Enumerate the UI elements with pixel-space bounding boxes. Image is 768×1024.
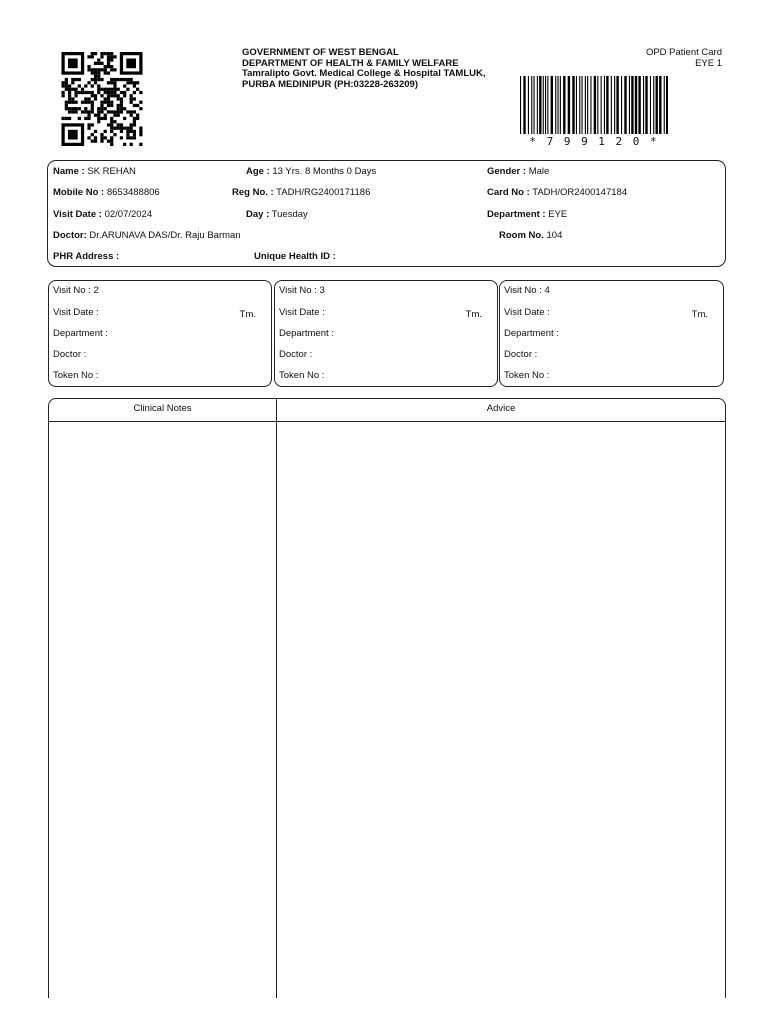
visit-time: Tm. [239,309,256,320]
reg-value: TADH/RG2400171186 [276,187,371,198]
card-value: TADH/OR2400147184 [532,187,628,198]
org-line-4: PURBA MEDINIPUR (PH:03228-263209) [242,78,418,90]
reg-label: Reg No. : [232,187,274,198]
visit-date-field [53,209,152,220]
advice-heading: Advice [486,403,516,414]
name-value: SK REHAN [87,166,136,177]
phr-label: PHR Address : [53,251,120,262]
visit-department: Department : [279,328,334,339]
patient-details-box [47,160,726,267]
department-label: Department : [487,209,546,220]
phr-field [53,251,119,262]
department-value: EYE [548,209,568,220]
visit-box-2 [48,280,272,387]
org-line-3: Tamralipto Govt. Medical College & Hospital TAMLUK, [242,68,486,80]
visit-doctor: Doctor : [504,349,538,360]
card-type-title: OPD Patient Card [645,47,722,58]
visit-time: Tm. [691,309,708,320]
gender-value: Male [528,166,550,177]
visit-token: Token No : [504,370,550,381]
visit-department: Department : [53,328,108,339]
reg-field [232,187,370,198]
visit-date: Visit Date : [504,307,550,318]
room-field [499,230,562,241]
visit-no: Visit No : 4 [504,285,550,296]
uhid-label: Unique Health ID : [254,251,336,262]
barcode-icon [520,76,668,134]
org-line-2: DEPARTMENT OF HEALTH & FAMILY WELFARE [242,57,459,69]
visit-doctor: Doctor : [279,349,313,360]
card-type [646,48,722,69]
room-label: Room No. [499,230,544,241]
doctor-field [53,230,241,241]
doctor-label: Doctor: [53,230,87,241]
barcode-text: * 7 9 9 1 2 0 * [529,135,659,148]
uhid-field [254,251,336,262]
visit-token: Token No : [53,370,99,381]
visit-doctor: Doctor : [53,349,87,360]
gender-field [487,166,549,177]
name-label: Name : [53,166,85,177]
day-field [246,209,308,220]
visit-token: Token No : [279,370,325,381]
card-type-sub: EYE 1 [695,57,722,69]
name-field [53,166,136,177]
notes-column-divider [276,399,277,998]
notes-header-divider [49,421,725,422]
doctor-value: Dr.ARUNAVA DAS/Dr. Raju Barman [89,230,241,241]
org-line-1: GOVERNMENT OF WEST BENGAL [242,47,399,58]
visit-no: Visit No : 2 [53,285,99,296]
age-field [246,166,376,177]
visit-box-4 [499,280,724,387]
visit-box-3 [274,280,498,387]
day-value: Tuesday [271,209,308,220]
room-value: 104 [546,230,563,241]
mobile-field [53,187,160,198]
clinical-notes-heading: Clinical Notes [133,403,192,414]
gender-label: Gender : [487,166,527,177]
age-label: Age : [246,166,270,177]
day-label: Day : [246,209,270,220]
department-field [487,209,567,220]
visit-date: Visit Date : [279,307,325,318]
card-label: Card No : [487,187,530,198]
visit-date: Visit Date : [53,307,99,318]
mobile-value: 8653488806 [106,187,160,198]
visit-time: Tm. [465,309,482,320]
visit-department: Department : [504,328,559,339]
visit-no: Visit No : 3 [279,285,325,296]
visit-date-label: Visit Date : [53,209,102,220]
qr-code-icon [61,52,143,146]
visit-date-value: 02/07/2024 [104,209,153,220]
card-field [487,187,627,198]
hospital-header [242,48,522,90]
mobile-label: Mobile No : [53,187,105,198]
age-value: 13 Yrs. 8 Months 0 Days [272,166,377,177]
notes-table [48,398,726,998]
